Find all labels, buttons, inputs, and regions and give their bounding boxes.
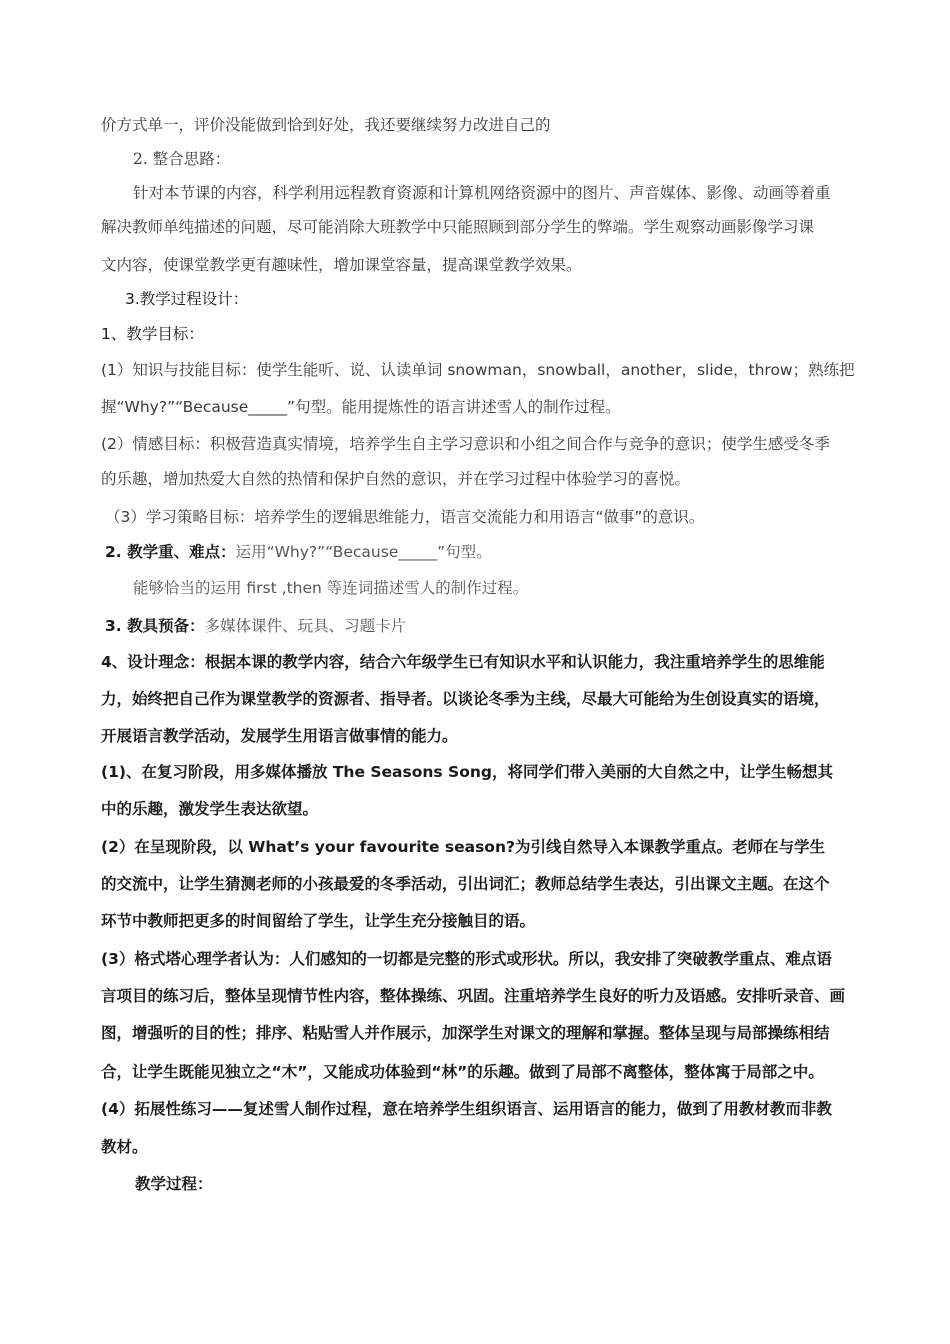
paragraph-line: 环节中教师把更多的时间留给了学生，让学生充分接触目的语。 xyxy=(101,912,536,930)
paragraph-line: 力，始终把自己作为课堂教学的资源者、指导者。以谈论冬季为主线，尽最大可能给为生创设真实的语境， xyxy=(101,690,830,708)
paragraph-line: 开展语言教学活动，发展学生用语言做事情的能力。 xyxy=(101,727,458,745)
paragraph-line: 文内容，使课堂教学更有趣味性，增加课堂容量，提高课堂教学效果。 xyxy=(101,256,582,274)
paragraph-line: (2）情感目标：积极营造真实情境，培养学生自主学习意识和小组之间合作与竞争的意识；使学生感受冬季 xyxy=(101,435,830,453)
paragraph-line: 的交流中，让学生猜测老师的小孩最爱的冬季活动，引出词汇；教师总结学生表达，引出课文主题。在这个 xyxy=(101,875,830,893)
paragraph-line: (1)、在复习阶段，用多媒体播放 The Seasons Song，将同学们带入美丽的大自然之中，让学生畅想其 xyxy=(101,763,833,781)
paragraph-line: 价方式单一，评价没能做到恰到好处，我还要继续努力改进自己的 xyxy=(101,116,551,134)
paragraph-line: （3）学习策略目标：培养学生的逻辑思维能力，语言交流能力和用语言“做事”的意识。 xyxy=(105,508,705,526)
paragraph-line: 运用“Why?”“Because_____”句型。 xyxy=(235,543,492,561)
paragraph-line: 4、设计理念：根据本课的教学内容，结合六年级学生已有知识水平和认识能力，我注重培养学生的思维能 xyxy=(101,653,825,671)
paragraph-line: 言项目的练习后，整体呈现情节性内容，整体操练、巩固。注重培养学生良好的听力及语感。安排听录音、画 xyxy=(101,987,846,1005)
paragraph-line: 中的乐趣，激发学生表达欲望。 xyxy=(101,800,319,818)
paragraph-line: (4）拓展性练习——复述雪人制作过程，意在培养学生组织语言、运用语言的能力，做到了用教材教而非教 xyxy=(101,1100,832,1118)
section-heading: 2. 教学重、难点： xyxy=(105,543,236,561)
paragraph-line: (1）知识与技能目标：使学生能听、说、认读单词 snowman，snowball，another，slide，throw；熟练把 xyxy=(101,361,855,379)
paragraph-line: 多媒体课件、玩具、习题卡片 xyxy=(204,617,407,635)
section-heading: 1、教学目标： xyxy=(101,325,204,343)
paragraph-line: 握“Why?”“Because_____”句型。能用提炼性的语言讲述雪人的制作过程。 xyxy=(101,398,621,416)
paragraph-line: (3）格式塔心理学者认为：人们感知的一切都是完整的形式或形状。所以，我安排了突破教学重点、难点语 xyxy=(101,950,832,968)
paragraph-line: 的乐趣，增加热爱大自然的热情和保护自然的意识，并在学习过程中体验学习的喜悦。 xyxy=(101,470,691,488)
paragraph-line: (2）在呈现阶段，以 What’s your favourite season?为引线自然导入本课教学重点。老师在与学生 xyxy=(101,838,825,856)
paragraph-line: 能够恰当的运用 first ,then 等连词描述雪人的制作过程。 xyxy=(133,579,529,597)
paragraph-line: 图，增强听的目的性；排序、粘贴雪人并作展示，加深学生对课文的理解和掌握。整体呈现与局部操练相结 xyxy=(101,1024,830,1042)
section-heading: 3. 教具预备： xyxy=(105,617,205,635)
section-heading: 教学过程： xyxy=(135,1175,213,1193)
paragraph-line: 教材。 xyxy=(101,1138,148,1156)
paragraph-line: 针对本节课的内容，科学利用远程教育资源和计算机网络资源中的图片、声音媒体、影像、动画等着重 xyxy=(133,184,831,202)
section-heading: 3.教学过程设计： xyxy=(125,290,249,308)
paragraph-line: 合，让学生既能见独立之“木”，又能成功体验到“林”的乐趣。做到了局部不离整体，整体寓于局部之中。 xyxy=(101,1063,824,1081)
section-heading: 2. 整合思路： xyxy=(133,150,231,168)
paragraph-line: 解决教师单纯描述的问题，尽可能消除大班教学中只能照顾到部分学生的弊端。学生观察动画影像学习课 xyxy=(101,218,815,236)
